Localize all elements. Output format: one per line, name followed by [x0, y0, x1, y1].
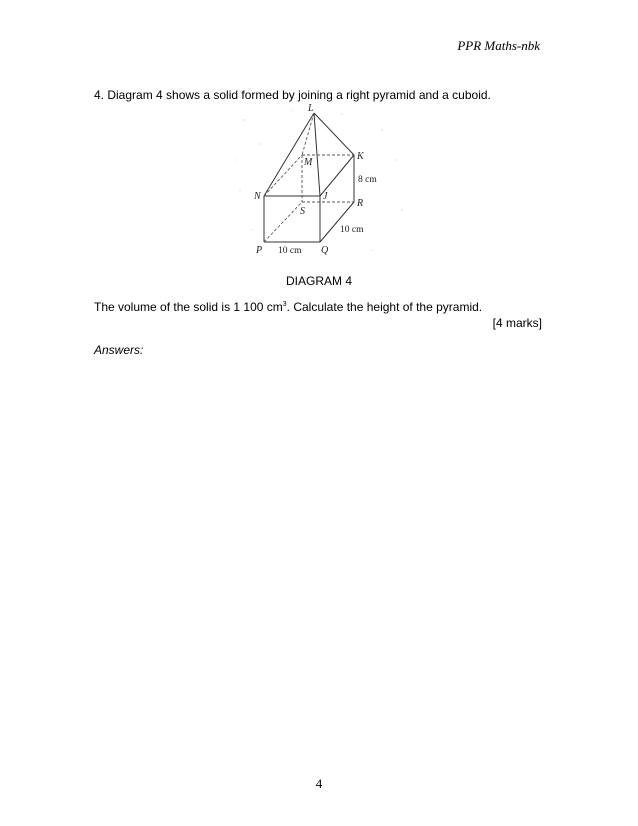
edge-QR [320, 202, 354, 242]
dimension-height: 8 cm [358, 175, 377, 185]
edge-LM [302, 113, 314, 155]
volume-exponent: 3 [282, 301, 287, 308]
edge-JK [320, 155, 354, 196]
label-N: N [254, 191, 261, 202]
marks-allocation: [4 marks] [492, 316, 542, 330]
edge-PS [264, 202, 302, 242]
volume-instruction: . Calculate the height of the pyramid. [286, 300, 483, 314]
page-header: PPR Maths-nbk [457, 38, 540, 53]
answers-label: Answers: [94, 343, 144, 357]
diagram-caption: DIAGRAM 4 [285, 274, 352, 288]
label-J: J [323, 191, 328, 202]
question-text: 4. Diagram 4 shows a solid formed by joining a right pyramid and a cuboid. [94, 88, 491, 102]
page-number: 4 [315, 776, 323, 791]
label-Q: Q [321, 245, 329, 256]
label-L: L [308, 103, 314, 114]
dimension-depth: 10 cm [340, 225, 364, 235]
edge-LK [314, 113, 354, 155]
edge-LN [264, 113, 314, 196]
scan-speckle [236, 110, 409, 251]
diagram-4 [232, 100, 412, 266]
edge-NM [264, 155, 302, 196]
edge-LJ [314, 113, 320, 196]
volume-statement [94, 300, 482, 314]
label-R: R [357, 198, 364, 209]
label-M: M [304, 157, 313, 168]
label-K: K [357, 151, 364, 162]
label-S: S [300, 206, 305, 217]
volume-text: The volume of the solid is 1 100 cm [94, 300, 283, 314]
dimension-width: 10 cm [278, 246, 302, 256]
label-P: P [256, 245, 263, 256]
